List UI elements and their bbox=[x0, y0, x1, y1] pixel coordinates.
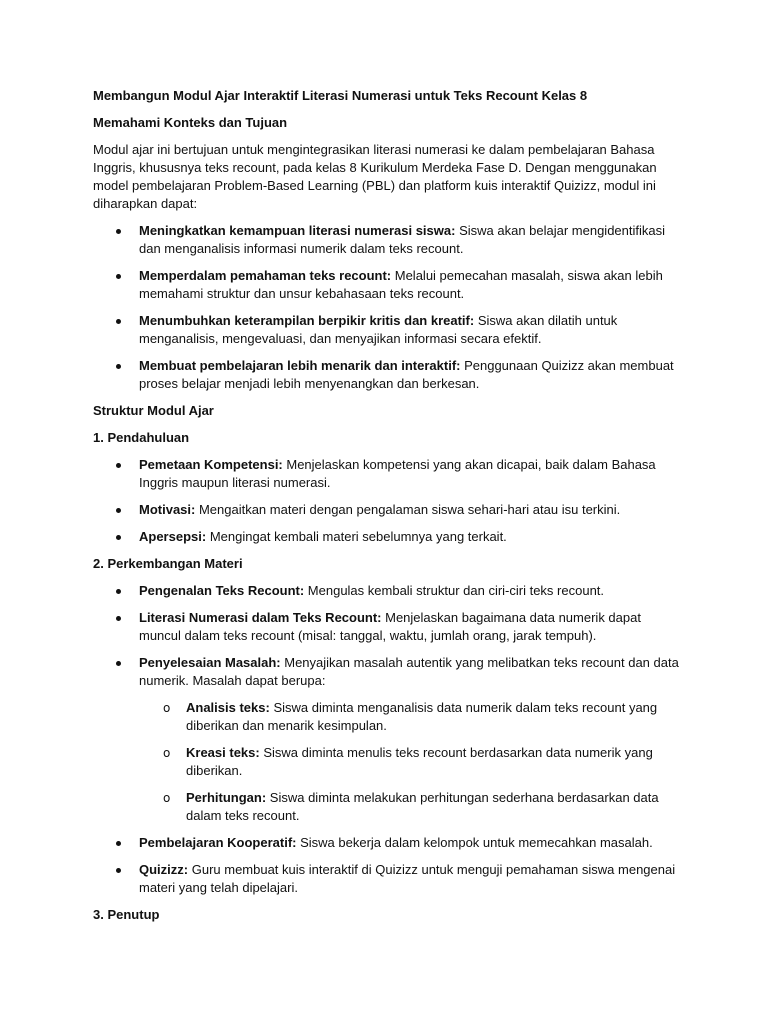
intro-paragraph: Modul ajar ini bertujuan untuk mengintegrasikan literasi numerasi ke dalam pembelajaran Bahasa Inggris, khususnya teks recount, pada kelas 8 Kurikulum Merdeka Fase D. Dengan menggunakan model pembelajaran Problem-Based Learning (PBL) dan platform kuis interaktif Quizizz, modul ini diharapkan dapat: bbox=[93, 142, 657, 211]
item-text: Menjelaskan kompetensi yang akan dicapai, baik dalam Bahasa Inggris maupun literasi numerasi. bbox=[139, 457, 656, 490]
item-text: Guru membuat kuis interaktif di Quizizz untuk menguji pemahaman siswa mengenai materi yang telah dipelajari. bbox=[139, 862, 676, 895]
list-item bbox=[93, 501, 683, 519]
item-label: Quizizz: bbox=[139, 862, 189, 877]
document-body bbox=[93, 87, 683, 924]
bullet-icon bbox=[116, 463, 121, 468]
item-text: Melalui pemecahan masalah, siswa akan lebih memahami struktur dan unsur kebahasaan teks recount. bbox=[139, 268, 663, 301]
section-heading-pendahuluan: 1. Pendahuluan bbox=[93, 430, 190, 445]
list-item bbox=[93, 528, 683, 546]
list-item bbox=[93, 456, 683, 492]
list-item bbox=[93, 312, 683, 348]
bullet-icon bbox=[116, 841, 121, 846]
list-item bbox=[93, 834, 683, 852]
perkembangan-list bbox=[93, 582, 683, 690]
item-label: Literasi Numerasi dalam Teks Recount: bbox=[139, 610, 382, 625]
item-text: Siswa akan dilatih untuk menganalisis, mengevaluasi, dan menyajikan informasi secara efektif. bbox=[139, 313, 618, 346]
list-item bbox=[93, 582, 683, 600]
masalah-sublist bbox=[93, 699, 683, 825]
bullet-icon bbox=[116, 274, 121, 279]
bullet-icon bbox=[116, 319, 121, 324]
sublist-item bbox=[93, 789, 683, 825]
item-text: Mengulas kembali struktur dan ciri-ciri teks recount. bbox=[304, 583, 605, 598]
circle-bullet-icon: o bbox=[163, 701, 171, 715]
circle-bullet-icon: o bbox=[163, 791, 171, 805]
item-label: Pembelajaran Kooperatif: bbox=[139, 835, 297, 850]
section-heading-perkembangan: 2. Perkembangan Materi bbox=[93, 556, 243, 571]
circle-bullet-icon: o bbox=[163, 746, 171, 760]
item-label: Analisis teks: bbox=[186, 700, 270, 715]
item-text: Siswa bekerja dalam kelompok untuk memecahkan masalah. bbox=[296, 835, 653, 850]
bullet-icon bbox=[116, 661, 121, 666]
list-item bbox=[93, 357, 683, 393]
sublist-item bbox=[93, 744, 683, 780]
item-label: Meningkatkan kemampuan literasi numerasi siswa: bbox=[139, 223, 456, 238]
item-label: Menumbuhkan keterampilan berpikir kritis dan kreatif: bbox=[139, 313, 475, 328]
item-text: Penggunaan Quizizz akan membuat proses belajar menjadi lebih menyenangkan dan berkesan. bbox=[139, 358, 674, 391]
item-label: Penyelesaian Masalah: bbox=[139, 655, 281, 670]
sublist-item bbox=[93, 699, 683, 735]
list-item bbox=[93, 267, 683, 303]
item-text: Menjelaskan bagaimana data numerik dapat muncul dalam teks recount (misal: tanggal, waktu, jumlah orang, jarak tempuh). bbox=[139, 610, 641, 643]
bullet-icon bbox=[116, 229, 121, 234]
item-label: Motivasi: bbox=[139, 502, 196, 517]
bullet-icon bbox=[116, 616, 121, 621]
item-text: Siswa diminta melakukan perhitungan sederhana berdasarkan data dalam teks recount. bbox=[186, 790, 659, 823]
list-item bbox=[93, 654, 683, 690]
item-text: Mengingat kembali materi sebelumnya yang terkait. bbox=[206, 529, 507, 544]
bullet-icon bbox=[116, 589, 121, 594]
bullet-icon bbox=[116, 535, 121, 540]
pendahuluan-list bbox=[93, 456, 683, 546]
bullet-icon bbox=[116, 868, 121, 873]
item-text: Mengaitkan materi dengan pengalaman siswa sehari-hari atau isu terkini. bbox=[195, 502, 621, 517]
item-label: Membuat pembelajaran lebih menarik dan interaktif: bbox=[139, 358, 461, 373]
section-heading-konteks: Memahami Konteks dan Tujuan bbox=[93, 115, 288, 130]
list-item bbox=[93, 609, 683, 645]
bullet-icon bbox=[116, 508, 121, 513]
item-label: Perhitungan: bbox=[186, 790, 267, 805]
item-text: Menyajikan masalah autentik yang melibatkan teks recount dan data numerik. Masalah dapat berupa: bbox=[139, 655, 679, 688]
item-text: Siswa diminta menulis teks recount berdasarkan data numerik yang diberikan. bbox=[186, 745, 653, 778]
goals-list bbox=[93, 222, 683, 393]
item-label: Memperdalam pemahaman teks recount: bbox=[139, 268, 392, 283]
section-heading-penutup: 3. Penutup bbox=[93, 907, 160, 922]
item-label: Kreasi teks: bbox=[186, 745, 260, 760]
list-item bbox=[93, 222, 683, 258]
item-text: Siswa akan belajar mengidentifikasi dan menganalisis informasi numerik dalam teks recount. bbox=[139, 223, 666, 256]
section-heading-struktur: Struktur Modul Ajar bbox=[93, 403, 214, 418]
item-label: Apersepsi: bbox=[139, 529, 207, 544]
item-text: Siswa diminta menganalisis data numerik dalam teks recount yang diberikan dan menarik kesimpulan. bbox=[186, 700, 658, 733]
bullet-icon bbox=[116, 364, 121, 369]
item-label: Pemetaan Kompetensi: bbox=[139, 457, 283, 472]
perkembangan-list-cont bbox=[93, 834, 683, 897]
item-label: Pengenalan Teks Recount: bbox=[139, 583, 305, 598]
list-item bbox=[93, 861, 683, 897]
document-title: Membangun Modul Ajar Interaktif Literasi Numerasi untuk Teks Recount Kelas 8 bbox=[93, 88, 588, 103]
